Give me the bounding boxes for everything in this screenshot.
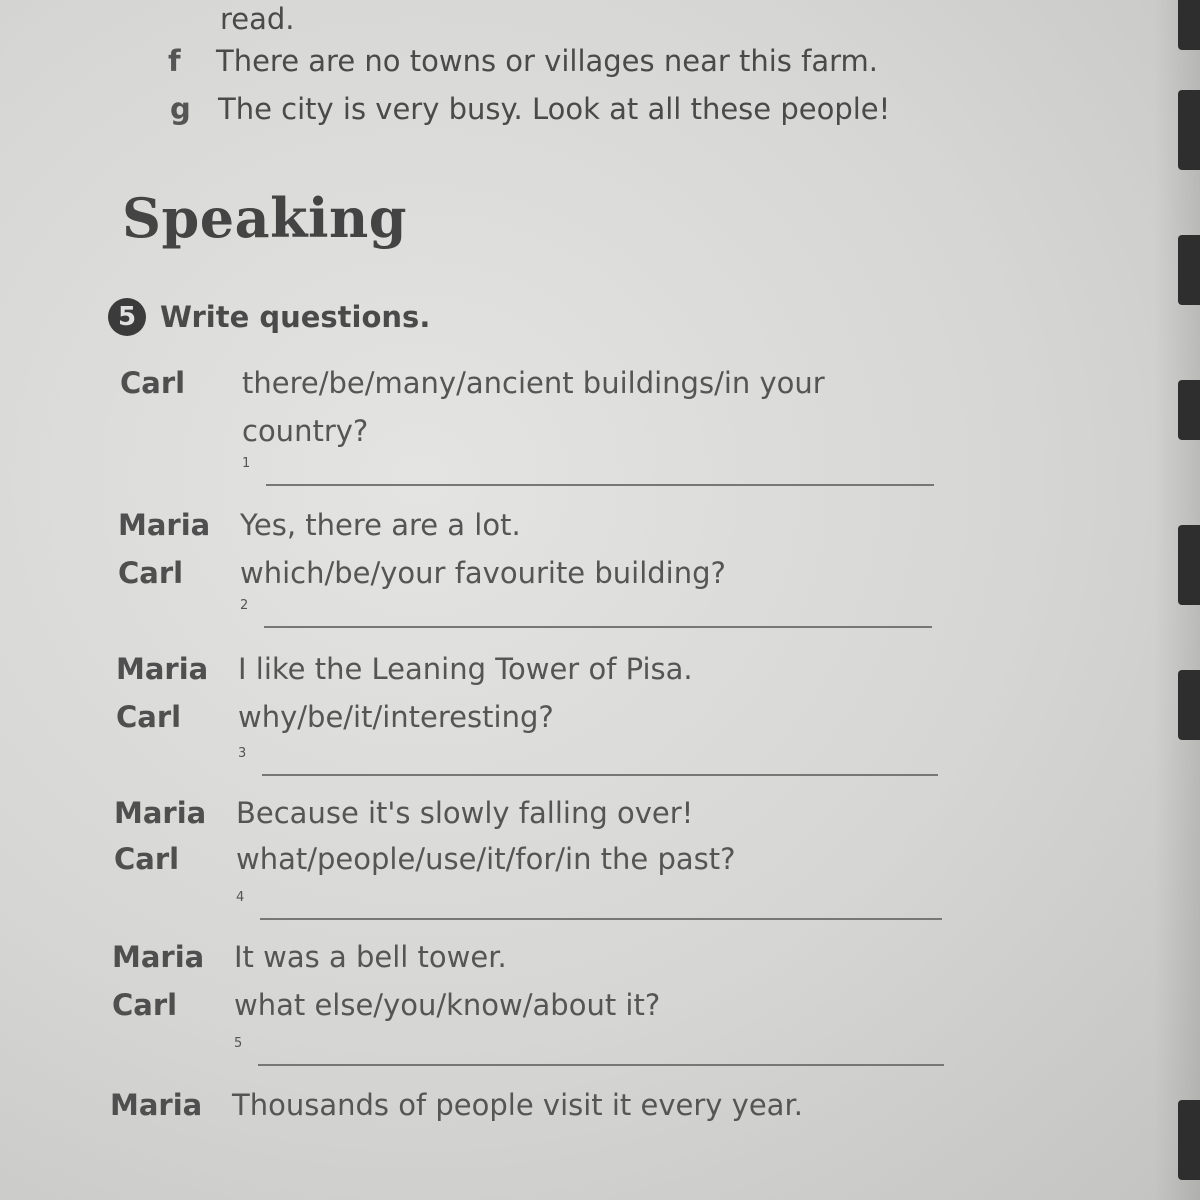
binding-ring (1178, 235, 1200, 305)
speaker-name: Carl (118, 556, 184, 590)
binding-ring (1178, 90, 1200, 170)
exercise-item-f (168, 44, 878, 78)
speaker-name: Carl (120, 366, 186, 400)
binding-ring (1178, 1100, 1200, 1180)
response-text: Thousands of people visit it every year. (232, 1088, 803, 1122)
dialogue-line (118, 508, 521, 542)
dialogue-line (112, 988, 660, 1022)
speaker-name: Carl (116, 700, 182, 734)
speaker-name: Maria (114, 796, 207, 830)
blank-number: 1 (242, 456, 251, 471)
binding-ring (1178, 670, 1200, 740)
section-heading: Speaking (122, 186, 408, 250)
item-text: There are no towns or villages near this farm. (216, 44, 878, 78)
dialogue-line (110, 1088, 803, 1122)
response-text: Because it's slowly falling over! (236, 796, 694, 830)
dialogue-line (120, 414, 368, 448)
response-text: It was a bell tower. (234, 940, 507, 974)
blank-number: 3 (238, 746, 247, 761)
blank-number: 4 (236, 890, 245, 905)
answer-line (258, 1064, 944, 1066)
item-letter: f (168, 44, 181, 78)
item-letter: g (170, 92, 191, 126)
speaker-name: Maria (112, 940, 205, 974)
answer-blank[interactable] (234, 1036, 944, 1066)
speaker-name (120, 414, 242, 448)
item-text: The city is very busy. Look at all these people! (218, 92, 891, 126)
prompt-text: country? (242, 414, 369, 448)
dialogue-line (114, 842, 736, 876)
answer-line (266, 484, 934, 486)
response-text: Yes, there are a lot. (240, 508, 521, 542)
binding-ring (1178, 525, 1200, 605)
task-header (108, 298, 430, 336)
dialogue-line (114, 796, 693, 830)
answer-blank[interactable] (236, 890, 942, 920)
exercise-item-g (170, 92, 890, 126)
speaker-name: Carl (114, 842, 180, 876)
answer-line (260, 918, 942, 920)
speaker-name: Maria (110, 1088, 203, 1122)
task-number-badge: 5 (108, 298, 146, 336)
prompt-text: why/be/it/interesting? (238, 700, 554, 734)
previous-exercise-continuation: read. (220, 2, 295, 36)
blank-number: 2 (240, 598, 249, 613)
answer-blank[interactable] (238, 746, 938, 776)
binding-ring (1178, 0, 1200, 50)
prompt-text: what else/you/know/about it? (234, 988, 661, 1022)
response-text: I like the Leaning Tower of Pisa. (238, 652, 693, 686)
prompt-text: which/be/your favourite building? (240, 556, 726, 590)
dialogue-line (112, 940, 507, 974)
dialogue-line (116, 652, 693, 686)
answer-blank[interactable] (240, 598, 932, 628)
answer-line (264, 626, 932, 628)
binding-ring (1178, 380, 1200, 440)
speaker-name: Maria (118, 508, 211, 542)
dialogue-line (120, 366, 825, 400)
answer-line (262, 774, 938, 776)
answer-blank[interactable] (242, 456, 934, 486)
prompt-text: there/be/many/ancient buildings/in your (242, 366, 825, 400)
speaker-name: Maria (116, 652, 209, 686)
dialogue-line (116, 700, 554, 734)
prompt-text: what/people/use/it/for/in the past? (236, 842, 736, 876)
speaker-name: Carl (112, 988, 178, 1022)
task-instruction: Write questions. (160, 300, 431, 334)
blank-number: 5 (234, 1036, 243, 1051)
dialogue-line (118, 556, 726, 590)
